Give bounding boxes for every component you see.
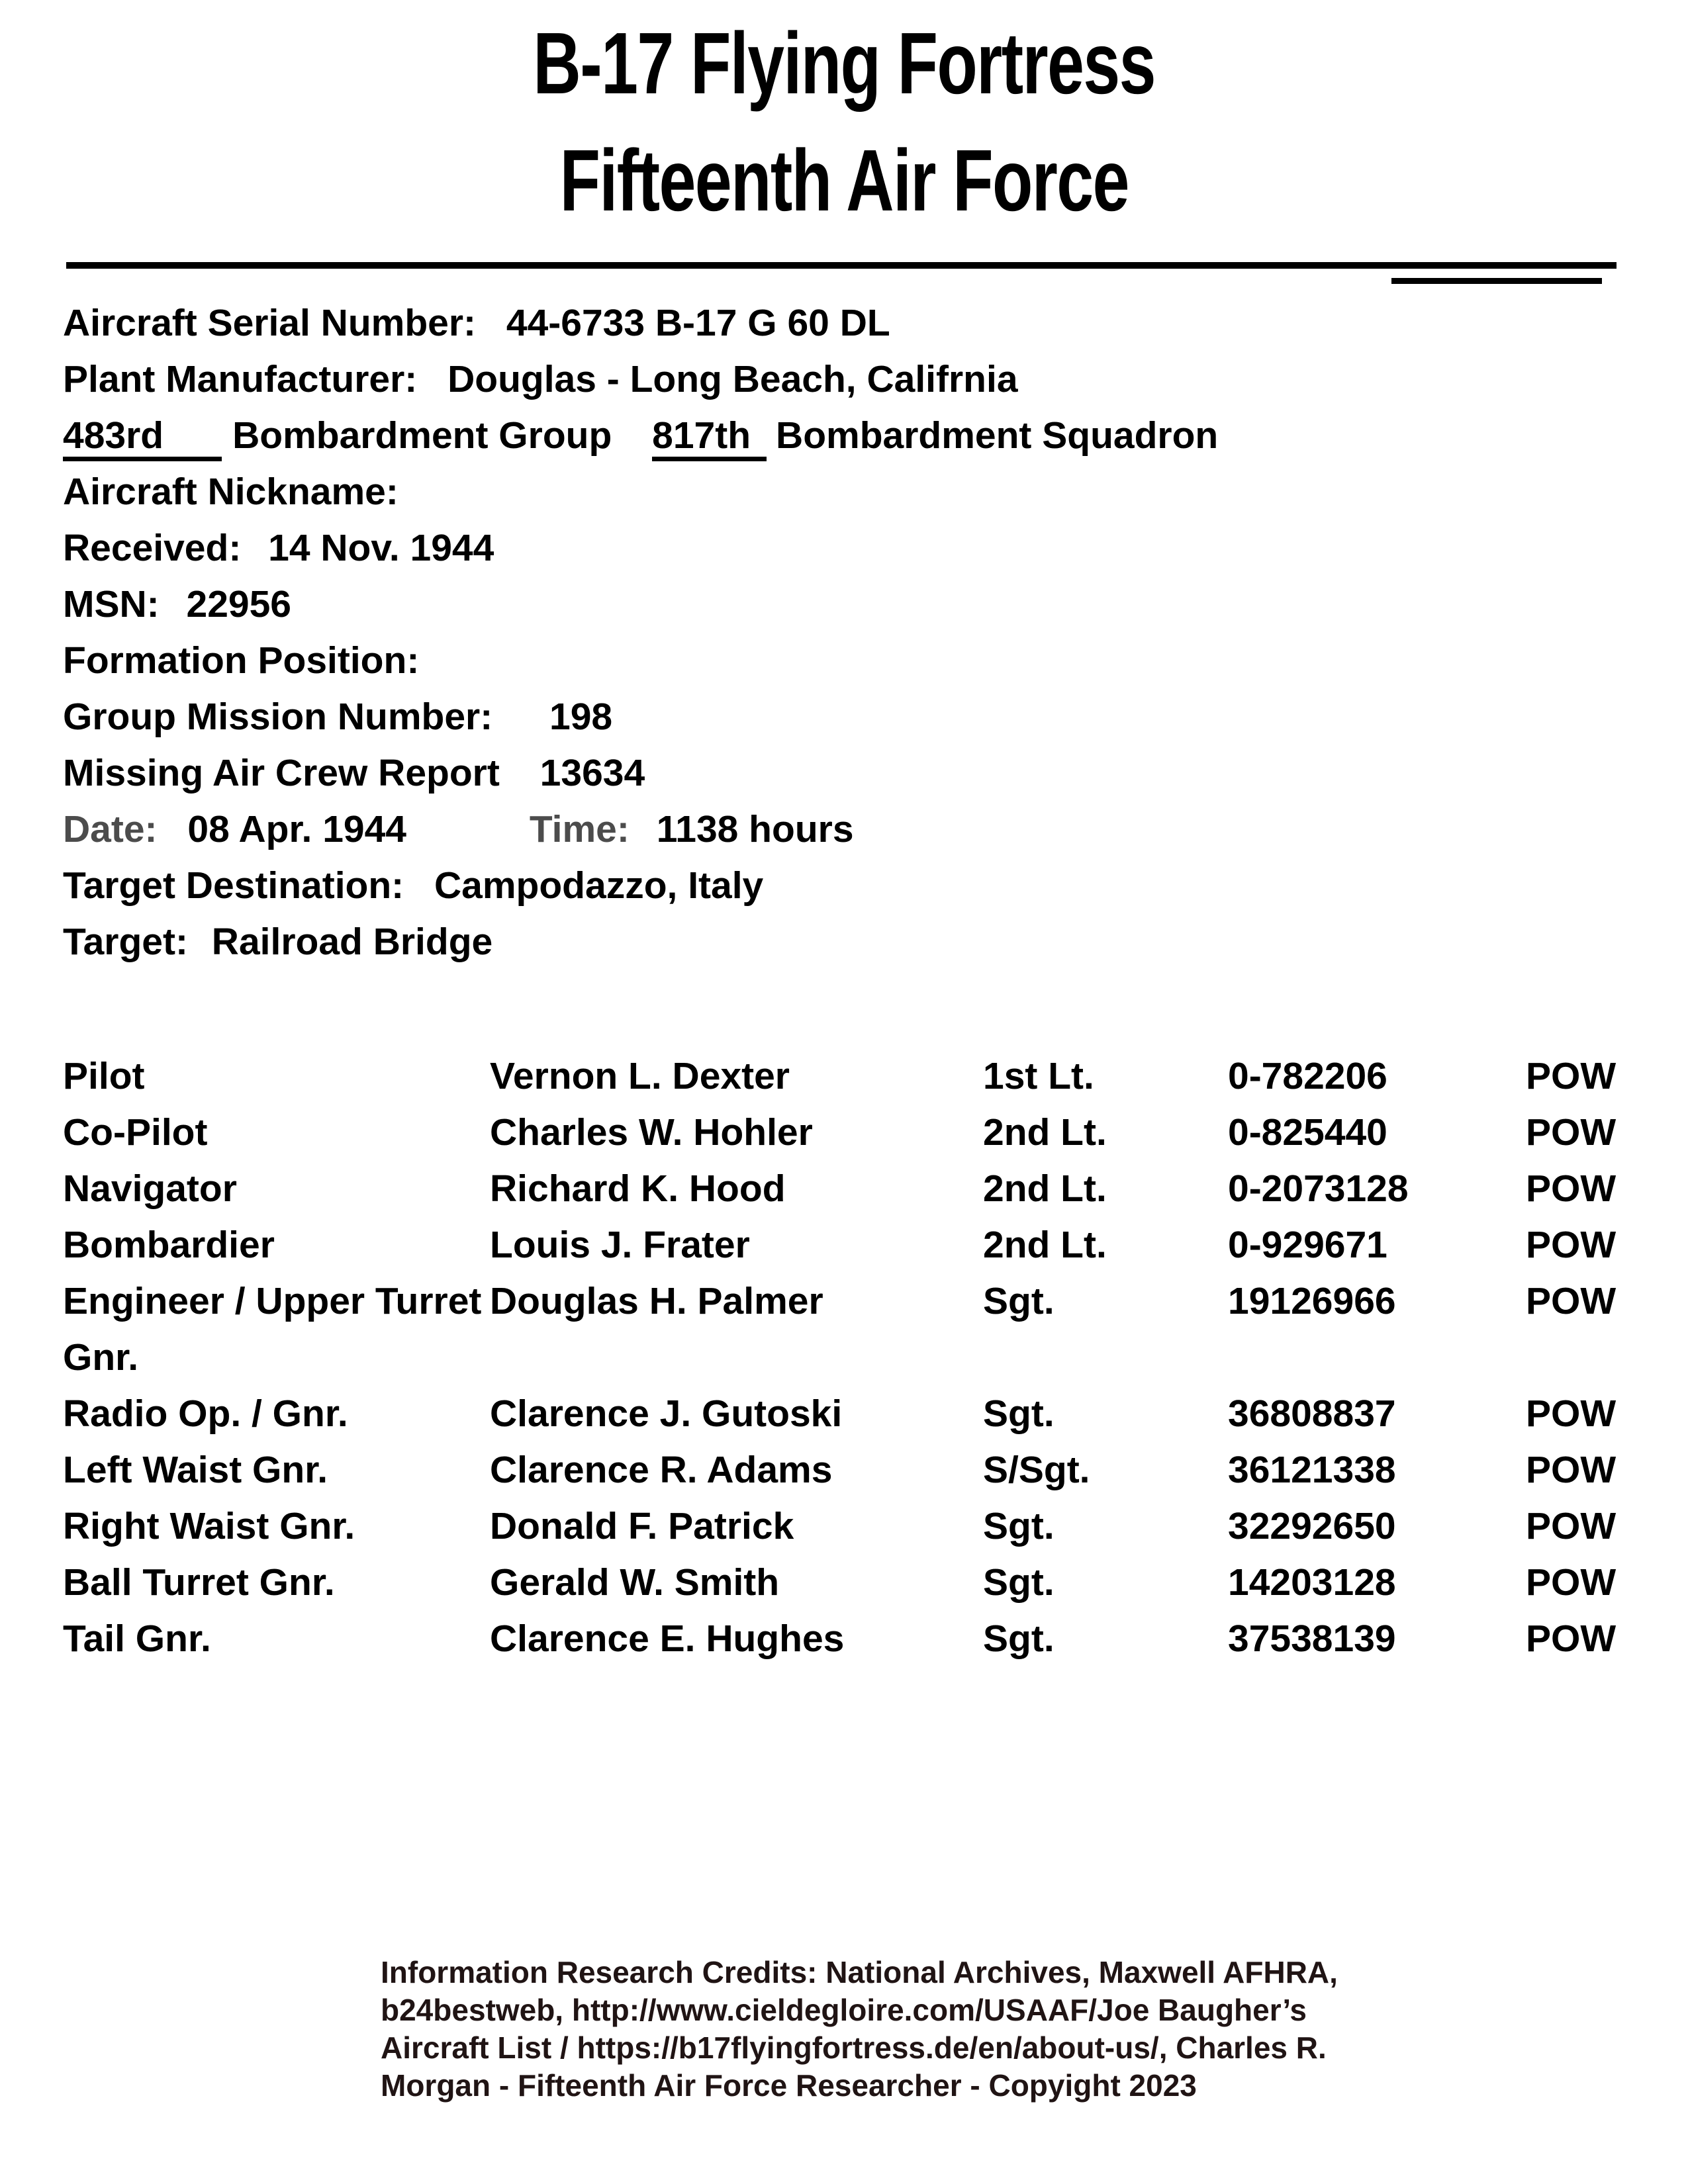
crew-name: Charles W. Hohler (490, 1111, 813, 1154)
aircraft-info-section (63, 295, 1688, 970)
crew-status: POW (1526, 1055, 1617, 1097)
crew-name: Louis J. Frater (490, 1224, 750, 1266)
crew-name: Donald F. Patrick (490, 1505, 794, 1547)
crew-serial: 0-782206 (1228, 1055, 1387, 1097)
crew-status: POW (1526, 1617, 1617, 1660)
credits-line: Aircraft List / https://b17flyingfortress.de/en/about-us/, Charles R. (381, 2030, 1327, 2065)
crew-role: Bombardier (63, 1224, 275, 1266)
crew-rank: Sgt. (983, 1617, 1055, 1660)
crew-rank: Sgt. (983, 1280, 1055, 1322)
target-destination-value: Campodazzo, Italy (434, 864, 764, 907)
received-line (63, 520, 1688, 576)
received-label: Received: (63, 527, 242, 569)
crew-status: POW (1526, 1392, 1617, 1435)
group-mission-label: Group Mission Number: (63, 696, 493, 738)
target-line (63, 914, 1688, 970)
received-value: 14 Nov. 1944 (268, 527, 494, 569)
formation-position-line (63, 633, 1688, 689)
macr-label: Missing Air Crew Report (63, 752, 500, 794)
group-squadron-line (63, 408, 1688, 464)
crew-serial: 37538139 (1228, 1617, 1396, 1660)
crew-role: Ball Turret Gnr. (63, 1561, 335, 1604)
crew-rank: Sgt. (983, 1505, 1055, 1547)
crew-role: Left Waist Gnr. (63, 1449, 328, 1491)
plant-manufacturer-value: Douglas - Long Beach, Califrnia (447, 358, 1018, 400)
crew-serial: 19126966 (1228, 1280, 1396, 1322)
bomb-group-label: Bombardment Group (232, 414, 612, 457)
crew-serial: 32292650 (1228, 1505, 1396, 1547)
credits-line: Morgan - Fifteenth Air Force Researcher - Copyight 2023 (381, 2068, 1197, 2103)
date-value: 08 Apr. 1944 (187, 808, 406, 850)
bomb-squadron-label: Bombardment Squadron (776, 414, 1219, 457)
time-value: 1138 hours (656, 808, 854, 850)
document-subtitle: Fifteenth Air Force (559, 132, 1129, 229)
crew-serial: 0-2073128 (1228, 1167, 1409, 1210)
crew-status: POW (1526, 1167, 1617, 1210)
crew-name: Douglas H. Palmer (490, 1280, 823, 1322)
plant-manufacturer-line (63, 351, 1688, 408)
target-destination-label: Target Destination: (63, 864, 404, 907)
crew-status: POW (1526, 1561, 1617, 1604)
nickname-label: Aircraft Nickname: (63, 471, 399, 513)
crew-rank: 1st Lt. (983, 1055, 1094, 1097)
time-label: Time: (529, 808, 630, 850)
crew-role: Radio Op. / Gnr. (63, 1392, 348, 1435)
crew-role: Right Waist Gnr. (63, 1505, 355, 1547)
crew-role: Navigator (63, 1167, 237, 1210)
plant-manufacturer-label: Plant Manufacturer: (63, 358, 418, 400)
date-time-line (63, 801, 1688, 858)
crew-rank: Sgt. (983, 1392, 1055, 1435)
target-destination-line (63, 858, 1688, 914)
document-title: B-17 Flying Fortress (533, 15, 1155, 112)
title-line-1 (0, 15, 1688, 136)
crew-role: Pilot (63, 1055, 145, 1097)
crew-role: Co-Pilot (63, 1111, 208, 1154)
target-value: Railroad Bridge (211, 921, 493, 963)
crew-rank: 2nd Lt. (983, 1224, 1107, 1266)
crew-serial: 36808837 (1228, 1392, 1396, 1435)
msn-label: MSN: (63, 583, 160, 625)
crew-rank: 2nd Lt. (983, 1111, 1107, 1154)
date-label: Date: (63, 808, 158, 850)
bomb-group-number: 483rd (63, 414, 222, 461)
crew-serial: 0-929671 (1228, 1224, 1387, 1266)
macr-line (63, 745, 1688, 801)
title-line-2 (0, 132, 1688, 253)
header-divider (66, 262, 1617, 269)
crew-name: Clarence J. Gutoski (490, 1392, 843, 1435)
serial-blank-line (1391, 278, 1602, 284)
serial-number-line (63, 295, 1688, 351)
credits-line: Information Research Credits: National Archives, Maxwell AFHRA, (381, 1955, 1338, 1989)
credits-footer (381, 1954, 1338, 2105)
crew-name: Richard K. Hood (490, 1167, 786, 1210)
crew-rank: S/Sgt. (983, 1449, 1090, 1491)
crew-status: POW (1526, 1449, 1617, 1491)
serial-number-value: 44-6733 B-17 G 60 DL (506, 302, 890, 344)
crew-rank: 2nd Lt. (983, 1167, 1107, 1210)
crew-name: Clarence E. Hughes (490, 1617, 845, 1660)
crew-table (63, 1048, 1688, 1667)
serial-number-label: Aircraft Serial Number: (63, 302, 477, 344)
bomb-squadron-number: 817th (652, 414, 767, 461)
crew-name: Clarence R. Adams (490, 1449, 833, 1491)
crew-name: Gerald W. Smith (490, 1561, 780, 1604)
crew-serial: 14203128 (1228, 1561, 1396, 1604)
macr-value: 13634 (539, 752, 645, 794)
crew-name: Vernon L. Dexter (490, 1055, 790, 1097)
crew-role: Tail Gnr. (63, 1617, 211, 1660)
document-header (0, 0, 1688, 253)
formation-position-label: Formation Position: (63, 639, 420, 682)
crew-serial: 0-825440 (1228, 1111, 1387, 1154)
crew-status: POW (1526, 1224, 1617, 1266)
crew-serial: 36121338 (1228, 1449, 1396, 1491)
crew-status: POW (1526, 1505, 1617, 1547)
target-label: Target: (63, 921, 188, 963)
group-mission-line (63, 689, 1688, 745)
crew-status: POW (1526, 1111, 1617, 1154)
credits-line: b24bestweb, http://www.cieldegloire.com/USAAF/Joe Baugher’s (381, 1993, 1307, 2027)
crew-rank: Sgt. (983, 1561, 1055, 1604)
msn-value: 22956 (186, 583, 292, 625)
nickname-line (63, 464, 1688, 520)
group-mission-value: 198 (549, 696, 613, 738)
crew-status: POW (1526, 1280, 1617, 1322)
msn-line (63, 576, 1688, 633)
crew-role: Engineer / Upper Turret Gnr. (63, 1280, 482, 1379)
